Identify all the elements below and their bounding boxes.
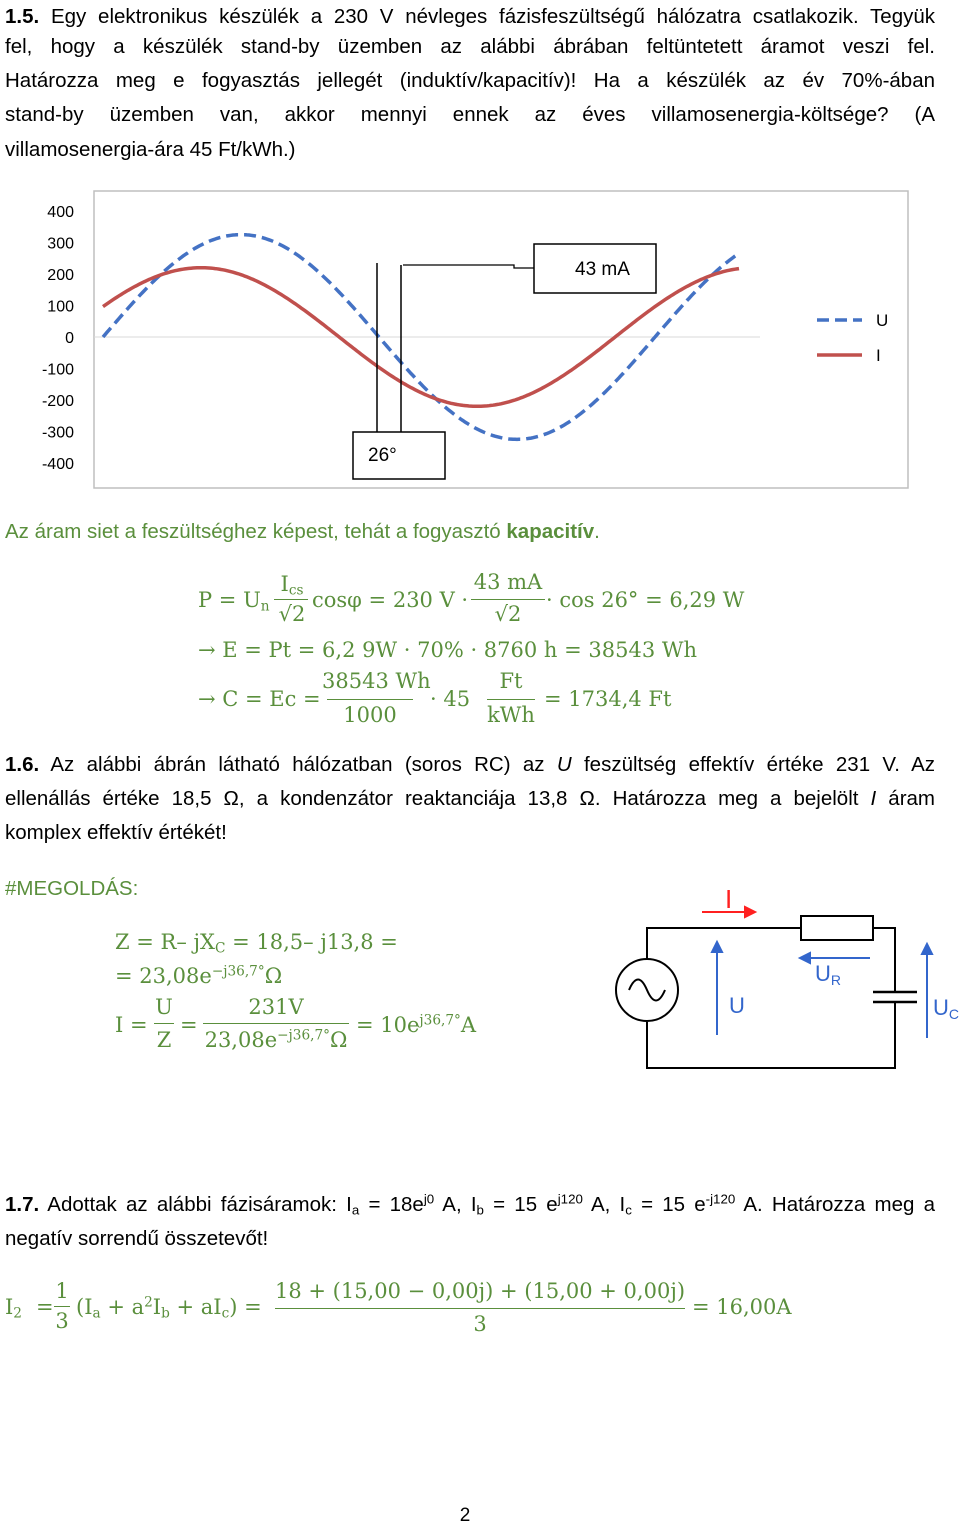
eq-i-eq: = [180,1013,198,1037]
eq-z: Z = R– $jX_C = 18,5-$ j13,8 = [115,930,398,957]
eq1-mid: cosφ = 230 V · [312,588,469,612]
problem-1-6-line2: ellenállás értéke 18,5 Ω, a kondenzátor reaktanciája 13,8 Ω. Határozza meg a bejelölt I áram [5,787,936,810]
u-label: U [729,993,745,1018]
eq3-frac-num: 38543 Wh [322,669,431,693]
legend-u-label: U [876,311,889,330]
y-tick-label: 100 [47,298,74,316]
y-tick-label: -400 [41,456,74,473]
ac-source-sine-icon [629,980,665,1001]
eq1-frac2-line [471,599,545,600]
y-tick-label: -300 [41,424,74,442]
eq1-frac-num: $I_{cs}$ [280,572,304,599]
eq-i-frac2-line [203,1023,349,1024]
eq3-left: → C = Ec = [198,687,321,711]
eq-i-frac-num: U [155,995,173,1019]
y-tick-label: 200 [47,267,74,284]
phase-angle-label: 26° [368,445,397,466]
eq17-big-num: 18 + (15,00 − 0,00j) + (15,00 + 0,00j) [274,1279,686,1303]
eq3-frac2-den: kWh [487,703,535,727]
current-callout-label: 43 mA [575,259,630,280]
eq1-frac-den: √2 [278,602,306,626]
problem-1-5-line1: 1.5. Egy elektronikus készülék a 230 V névleges fázisfeszültségű hálózatra csatlakozik. Tegyük [5,5,936,28]
y-tick-label: -200 [41,393,74,410]
chart-frame [94,191,908,488]
eq3-frac-line [327,699,413,700]
wire-top-left [647,928,801,959]
solution-label: #MEGOLDÁS: [5,877,139,900]
problem-1-7-line1: 1.7. Adottak az alábbi fázisáramok: $I_a = 18e^{j0}$ A, $I_b = 15$ $e^{j120}$ A, $I_c = 15$ $e^{-j120}$ A. Határozza meg a [5,1191,936,1218]
eq3-right: = 1734,4 Ft [544,687,672,711]
phase-angle-box [353,432,445,479]
problem-1-5-line5: villamosenergia-ára 45 Ft/kWh.) [5,138,296,161]
eq-i-left: I = [115,1013,148,1037]
y-tick-label: 0 [65,330,74,347]
eq17-result: = 16,00A [692,1295,792,1319]
answer-1-5-equations [0,560,960,735]
problem-1-5-line4: stand-by üzemben van, akkor mennyi ennek az éves villamosenergia-költsége? (A [5,103,935,126]
eq2: → E = Pt = 6,2 9W · 70% · 8760 h = 38543 Wh [198,638,697,662]
legend-i-label: I [876,346,881,365]
eq-i-frac2-den: $23,08e^{-j36,7^\circ}\Omega$ [204,1027,348,1052]
problem-1-6-line3: komplex effektív értékét! [5,821,227,844]
u-arrow-head [712,942,722,952]
eq-z-polar: = $23,08e^{-j36,7^\circ}\Omega$ [115,963,283,988]
eq17-frac-num: 1 [55,1279,69,1303]
eq1-frac2-num: 43 mA [473,570,543,594]
wire-top-right [873,928,895,992]
eq3-frac2-line [487,699,535,700]
eq17-eq: = [36,1295,54,1319]
ur-arrow-head [800,953,810,963]
problem-1-6-line1: 1.6. Az alábbi ábrán látható hálózatban (soros RC) az U feszültség effektív értéke 231 V. Az [5,753,935,776]
eq1-right: · cos 26° = 6,29 W [546,588,745,612]
eq1-frac2-den: √2 [494,602,522,626]
eq3-frac2-num: Ft [499,669,523,693]
resistor-symbol [801,916,873,940]
current-arrow-head [745,907,755,917]
eq17-frac-line [54,1306,70,1307]
answer-1-5-conclusion: Az áram siet a feszültséghez képest, tehát a fogyasztó kapacitív. [5,520,600,543]
eq-i-frac-den: Z [156,1028,172,1052]
answer-1-7-equation [0,1275,960,1355]
eq17-sum: $(I_a + a^2I_b + aI_c)$ = [76,1294,262,1322]
ur-label: UR [815,961,842,988]
eq1-frac-line [274,599,308,600]
rc-circuit-diagram [605,880,960,1080]
eq-i-frac-line [154,1023,174,1024]
waveform-chart [0,185,915,495]
eq3-mid: · 45 [430,687,471,711]
current-label: I [725,884,733,914]
answer-1-6-equations [0,920,600,1070]
page-number: 2 [459,1505,471,1526]
eq-i-right: = $10e^{j36,7^\circ}A$ [356,1012,477,1037]
eq3-frac-den: 1000 [343,703,397,727]
eq-i-frac2-num: 231V [248,995,304,1019]
eq17-big-line [275,1308,685,1309]
problem-1-5-line3: Határozza meg e fogyasztás jellegét (induktív/kapacitív)! Ha a készülék az év 70%-ában [5,69,935,92]
problem-1-7-line2: negatív sorrendű összetevőt! [5,1227,269,1250]
eq17-left: $I_2$ [5,1295,22,1322]
eq17-big-den: 3 [473,1312,487,1336]
y-tick-label: -100 [41,361,74,379]
uc-label: UC [933,995,960,1022]
problem-1-5-line2: fel, hogy a készülék stand-by üzemben az alábbi ábrában feltüntetett áramot veszi fel. [5,35,935,58]
uc-arrow-head [922,944,932,954]
wire-bottom [647,1002,895,1068]
y-tick-label: 300 [47,235,74,253]
eq17-frac-den: 3 [55,1309,69,1333]
y-tick-label: 400 [47,204,74,221]
eq1-left: $P = U_n$ [198,588,270,615]
